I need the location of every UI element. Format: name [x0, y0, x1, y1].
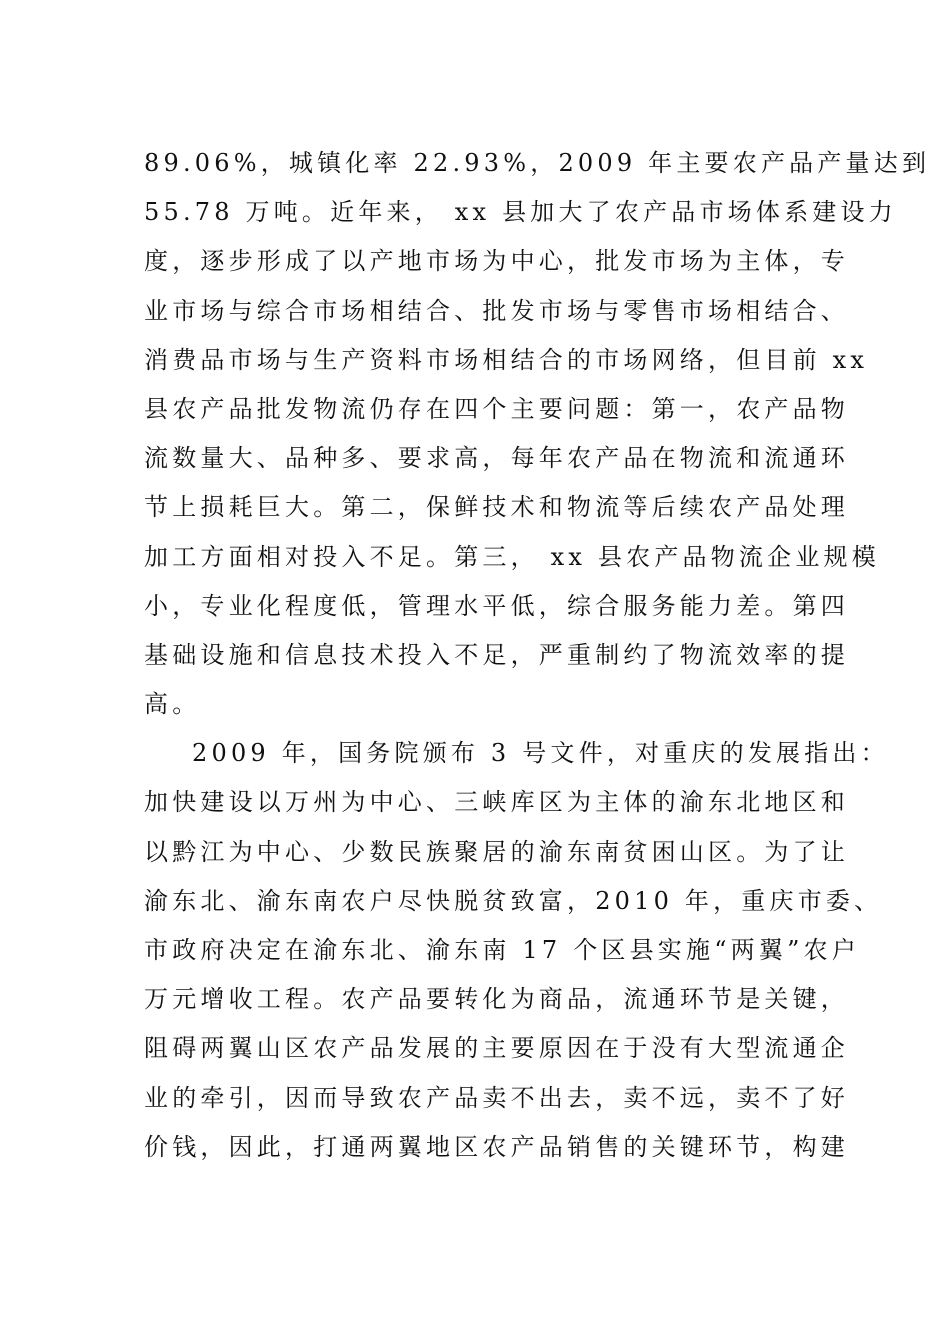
text-line: 价钱，因此，打通两翼地区农产品销售的关键环节，构建 — [144, 1132, 849, 1161]
text-line: 万元增收工程。农产品要转化为商品，流通环节是关键， — [144, 985, 849, 1014]
text-line: 业的牵引，因而导致农产品卖不出去，卖不远，卖不了好 — [144, 1083, 849, 1112]
text-line: 55.78 万吨。近年来， xx 县加大了农产品市场体系建设力 — [144, 198, 897, 227]
text-line: 2009 年，国务院颁布 3 号文件，对重庆的发展指出： — [192, 739, 889, 768]
text-line: 89.06%，城镇化率 22.93%，2009 年主要农产品产量达到 — [144, 149, 931, 177]
text-line: 县农产品批发物流仍存在四个主要问题：第一，农产品物 — [144, 394, 849, 423]
paragraph-1 — [144, 139, 931, 729]
text-line: 渝东北、渝东南农户尽快脱贫致富，2010 年，重庆市委、 — [144, 886, 883, 915]
text-line: 度，逐步形成了以产地市场为中心，批发市场为主体，专 — [144, 247, 849, 276]
text-line: 小，专业化程度低，管理水平低，综合服务能力差。第四 — [144, 591, 849, 620]
text-line: 以黔江为中心、少数民族聚居的渝东南贫困山区。为了让 — [144, 837, 849, 866]
paragraph-2 — [144, 729, 889, 1172]
text-line: 消费品市场与生产资料市场相结合的市场网络，但目前 xx — [144, 345, 869, 374]
document-body — [144, 139, 931, 1172]
text-line: 业市场与综合市场相结合、批发市场与零售市场相结合、 — [144, 296, 849, 325]
text-line: 基础设施和信息技术投入不足，严重制约了物流效率的提 — [144, 640, 849, 669]
text-line: 市政府决定在渝东北、渝东南 17 个区县实施“两翼”农户 — [144, 936, 860, 964]
text-line: 节上损耗巨大。第二，保鲜技术和物流等后续农产品处理 — [144, 493, 849, 522]
text-line: 加快建设以万州为中心、三峡库区为主体的渝东北地区和 — [144, 788, 849, 817]
text-line: 高。 — [144, 690, 201, 719]
text-line: 加工方面相对投入不足。第三， xx 县农产品物流企业规模 — [144, 542, 880, 571]
text-line: 阻碍两翼山区农产品发展的主要原因在于没有大型流通企 — [144, 1034, 849, 1063]
text-line: 流数量大、品种多、要求高，每年农产品在物流和流通环 — [144, 444, 849, 473]
